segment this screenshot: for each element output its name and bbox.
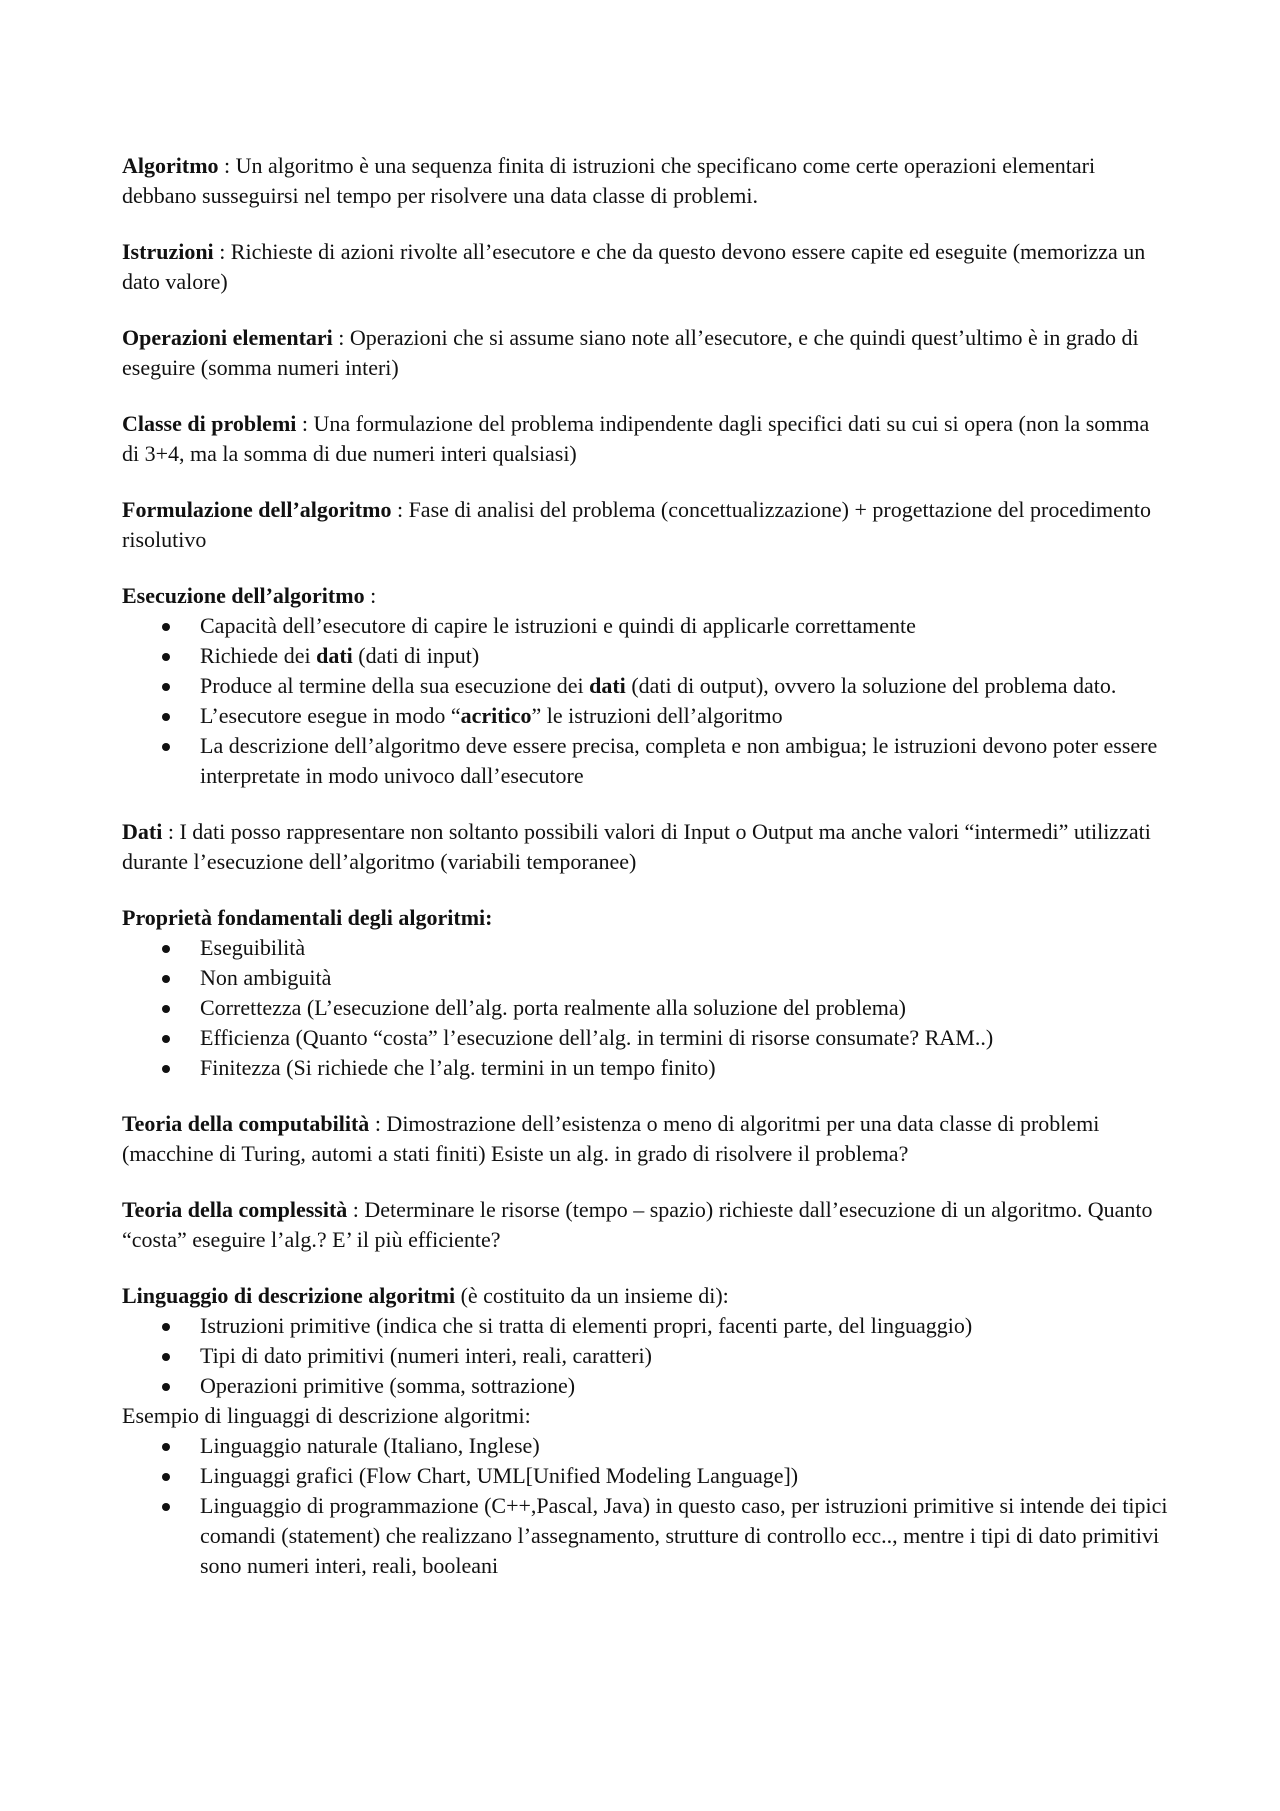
item-text: Produce al termine della sua esecuzione dei [200,673,590,698]
item-text: Linguaggio naturale (Italiano, Inglese) [200,1433,540,1458]
term-complessita: Teoria della complessità [122,1197,348,1222]
item-text: Finitezza (Si richiede che l’alg. termini in un tempo finito) [200,1055,716,1080]
para-formulazione [122,495,1170,555]
term-esecuzione: Esecuzione dell’algoritmo [122,583,365,608]
bullet-icon [162,713,170,721]
def-linguaggio: (è costituito da un insieme di): [455,1283,729,1308]
item-bold: acritico [460,703,532,728]
item-text: Capacità dell’esecutore di capire le istruzioni e quindi di applicarle correttamente [200,613,916,638]
list-item [122,963,1170,993]
bullet-icon [162,1473,170,1481]
para-linguaggio [122,1281,1170,1311]
bullet-icon [162,1503,170,1511]
para-dati [122,817,1170,877]
item-text: Richiede dei [200,643,317,668]
def-classe: : Una formulazione del problema indipendente dagli specifici dati su cui si opera (non la somma di 3+4, ma la somma di due numeri interi qualsiasi) [122,411,1150,466]
item-text: Istruzioni primitive (indica che si tratta di elementi propri, facenti parte, del linguaggio) [200,1313,973,1338]
para-classe [122,409,1170,469]
def-esecuzione: : [364,583,377,608]
para-algoritmo [122,151,1170,211]
term-istruzioni: Istruzioni [122,239,214,264]
def-complessita: : Determinare le risorse (tempo – spazio) richieste dall’esecuzione di un algoritmo. Quanto “costa” eseguire l’alg.? E’ il più efficiente? [122,1197,1153,1252]
list-item [122,1311,1170,1341]
term-algoritmo: Algoritmo [122,153,219,178]
list-linguaggio [122,1311,1170,1401]
para-esempio: Esempio di linguaggi di descrizione algoritmi: [122,1403,531,1428]
list-proprieta [122,933,1170,1083]
item-text: Efficienza (Quanto “costa” l’esecuzione dell’alg. in termini di risorse consumate? RAM..) [200,1025,994,1050]
bullet-icon [162,1035,170,1043]
list-item [122,611,1170,641]
list-item [122,701,1170,731]
def-formulazione: : Fase di analisi del problema (concettualizzazione) + progettazione del procedimento risolutivo [122,497,1151,552]
bullet-icon [162,975,170,983]
list-item [122,993,1170,1023]
list-item [122,641,1170,671]
bullet-icon [162,1353,170,1361]
list-item [122,671,1170,701]
para-complessita [122,1195,1170,1255]
list-item [122,1491,1170,1581]
bullet-icon [162,683,170,691]
item-text: Non ambiguità [200,965,332,990]
bullet-icon [162,653,170,661]
def-istruzioni: : Richieste di azioni rivolte all’esecutore e che da questo devono essere capite ed eseguite (memorizza un dato valore) [122,239,1146,294]
bullet-icon [162,1323,170,1331]
term-formulazione: Formulazione dell’algoritmo [122,497,392,522]
list-esempi [122,1431,1170,1581]
list-item [122,1371,1170,1401]
def-operazioni: : Operazioni che si assume siano note all’esecutore, e che quindi quest’ultimo è in grado di eseguire (somma numeri interi) [122,325,1139,380]
bullet-icon [162,1443,170,1451]
bullet-icon [162,1005,170,1013]
term-computabilita: Teoria della computabilità [122,1111,370,1136]
list-item [122,731,1170,791]
item-text: Eseguibilità [200,935,306,960]
def-algoritmo: : Un algoritmo è una sequenza finita di istruzioni che specificano come certe operazioni elementari debbano susseguirsi nel tempo per risolvere una data classe di problemi. [122,153,1096,208]
item-text: Linguaggio di programmazione (C++,Pascal, Java) in questo caso, per istruzioni primitive si intende dei tipici comandi (statement) che realizzano l’assegnamento, strutture di controllo ecc.., mentre i tipi di dato primitivi sono numeri interi, reali, booleani [200,1493,1168,1578]
term-proprieta: Proprietà fondamentali degli algoritmi: [122,905,493,930]
para-istruzioni [122,237,1170,297]
list-item [122,1431,1170,1461]
def-computabilita: : Dimostrazione dell’esistenza o meno di algoritmi per una data classe di problemi (macchine di Turing, automi a stati finiti) Esiste un alg. in grado di risolvere il problema? [122,1111,1100,1166]
list-item [122,1461,1170,1491]
term-linguaggio: Linguaggio di descrizione algoritmi [122,1283,456,1308]
para-esecuzione [122,581,1170,611]
item-bold: dati [316,643,353,668]
item-text: Linguaggi grafici (Flow Chart, UML[Unified Modeling Language]) [200,1463,799,1488]
list-item [122,1053,1170,1083]
def-dati: : I dati posso rappresentare non soltanto possibili valori di Input o Output ma anche valori “intermedi” utilizzati durante l’esecuzione dell’algoritmo (variabili temporanee) [122,819,1151,874]
list-item [122,1341,1170,1371]
bullet-icon [162,945,170,953]
item-text: Tipi di dato primitivi (numeri interi, reali, caratteri) [200,1343,652,1368]
list-item [122,933,1170,963]
item-text: (dati di output), ovvero la soluzione del problema dato. [625,673,1117,698]
bullet-icon [162,1065,170,1073]
item-text: Operazioni primitive (somma, sottrazione) [200,1373,576,1398]
list-item [122,1023,1170,1053]
term-classe: Classe di problemi [122,411,297,436]
bullet-icon [162,743,170,751]
para-computabilita [122,1109,1170,1169]
item-text: La descrizione dell’algoritmo deve essere precisa, completa e non ambigua; le istruzioni devono poter essere interpretate in modo univoco dall’esecutore [200,733,1158,788]
list-esecuzione [122,611,1170,791]
item-bold: dati [589,673,626,698]
bullet-icon [162,1383,170,1391]
para-proprieta [122,903,1170,933]
term-dati: Dati [122,819,163,844]
term-operazioni: Operazioni elementari [122,325,333,350]
item-text: Correttezza (L’esecuzione dell’alg. porta realmente alla soluzione del problema) [200,995,906,1020]
bullet-icon [162,623,170,631]
item-text: (dati di input) [352,643,480,668]
item-text: L’esecutore esegue in modo “ [200,703,461,728]
para-operazioni [122,323,1170,383]
item-text: ” le istruzioni dell’algoritmo [531,703,783,728]
